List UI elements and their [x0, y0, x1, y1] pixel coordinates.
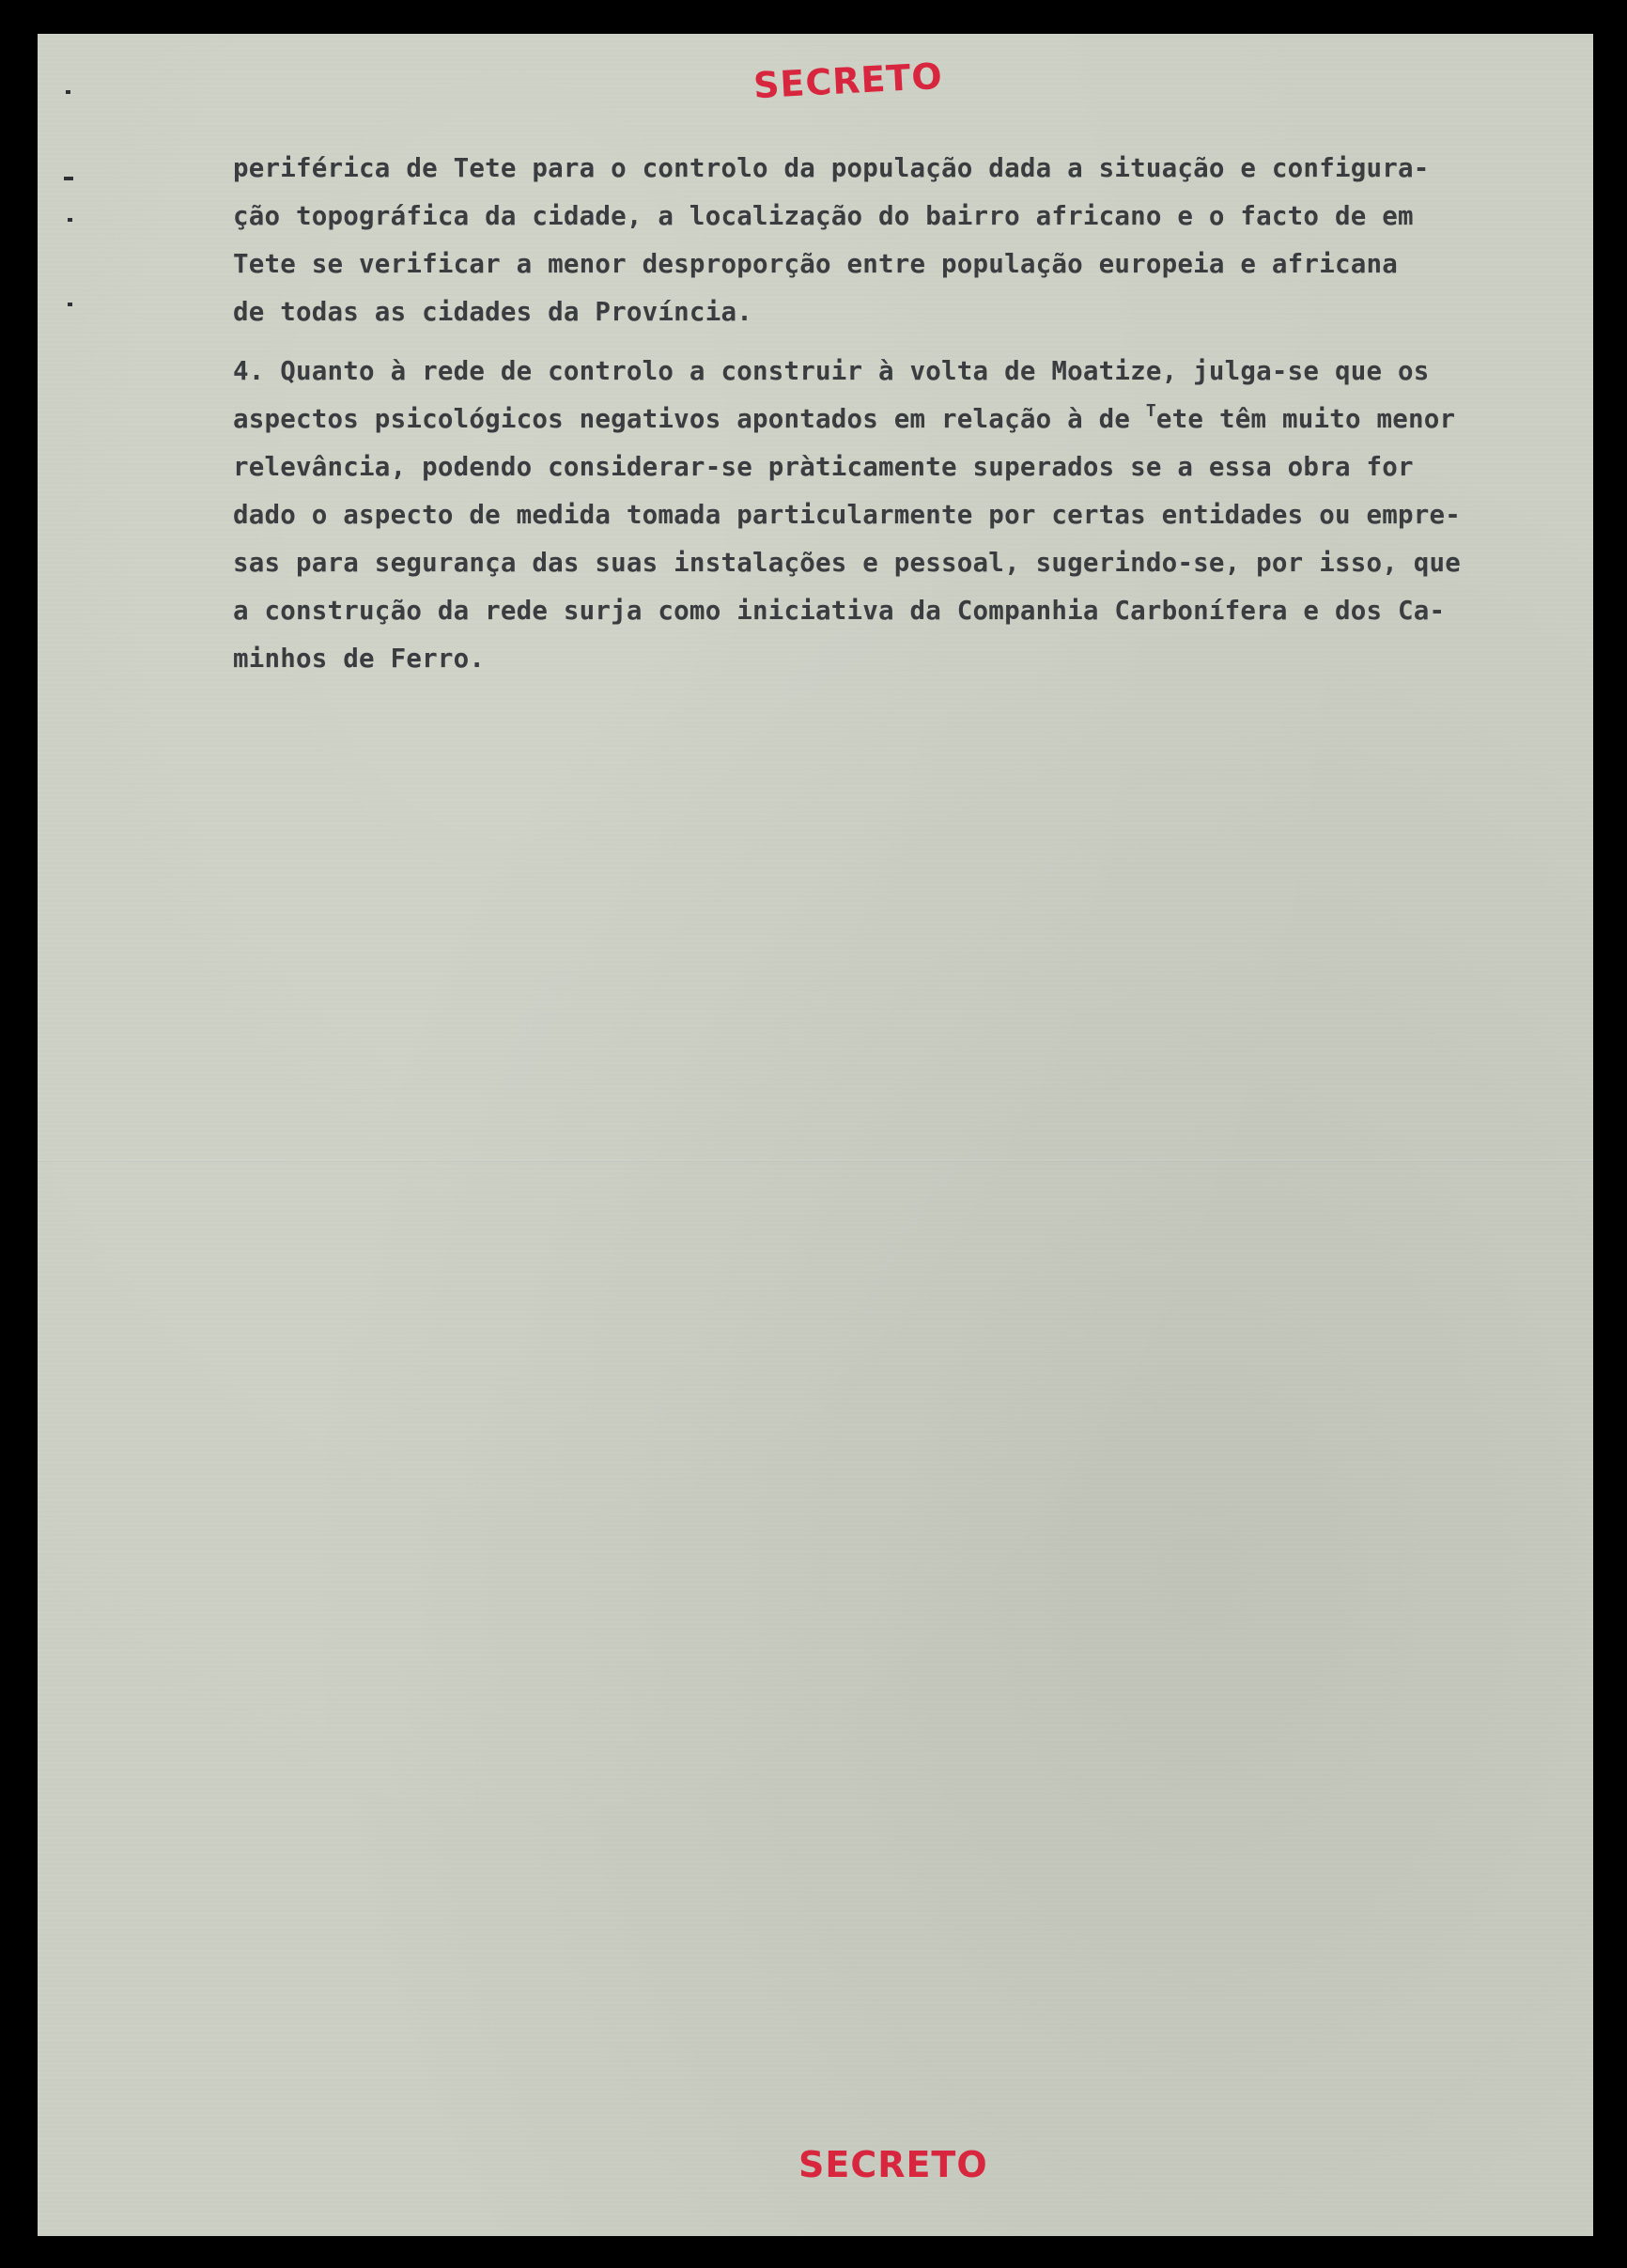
text-line — [233, 396, 1593, 443]
paragraph-4 — [233, 348, 1593, 683]
margin-mark — [68, 303, 72, 306]
text-line: relevância, podendo considerar-se pràticamente superados se a essa obra for — [233, 452, 1414, 482]
text-line: ção topográfica da cidade, a localização do bairro africano e o facto de em — [233, 201, 1414, 231]
secreto-stamp-bottom: SECRETO — [798, 2144, 988, 2185]
text-line: de todas as cidades da Província. — [233, 297, 752, 327]
paragraph-continued — [233, 145, 1593, 336]
text-segment: ete têm muito menor — [1155, 404, 1456, 434]
document-body — [233, 145, 1593, 683]
text-line: Tete se verificar a menor desproporção entre população europeia e africana — [233, 249, 1398, 279]
margin-mark — [64, 177, 73, 180]
paragraph-gap — [233, 336, 1593, 348]
superscript-letter: T — [1145, 401, 1156, 421]
secreto-stamp-top: SECRETO — [752, 54, 944, 107]
document-page — [38, 34, 1593, 2236]
text-line: periférica de Tete para o controlo da população dada a situação e configura- — [233, 153, 1430, 183]
text-line: minhos de Ferro. — [233, 644, 486, 674]
text-line: 4. Quanto à rede de controlo a construir à volta de Moatize, julga-se que os — [233, 356, 1430, 386]
text-line: a construção da rede surja como iniciativa da Companhia Carbonífera e dos Ca- — [233, 596, 1446, 626]
text-line: dado o aspecto de medida tomada particularmente por certas entidades ou empre- — [233, 500, 1461, 530]
margin-mark — [68, 218, 72, 222]
text-line: sas para segurança das suas instalações e pessoal, sugerindo-se, por isso, que — [233, 548, 1461, 578]
margin-mark — [66, 90, 70, 94]
paper-fold-line — [38, 1159, 1593, 1162]
text-segment: aspectos psicológicos negativos apontados em relação à de — [233, 404, 1146, 434]
